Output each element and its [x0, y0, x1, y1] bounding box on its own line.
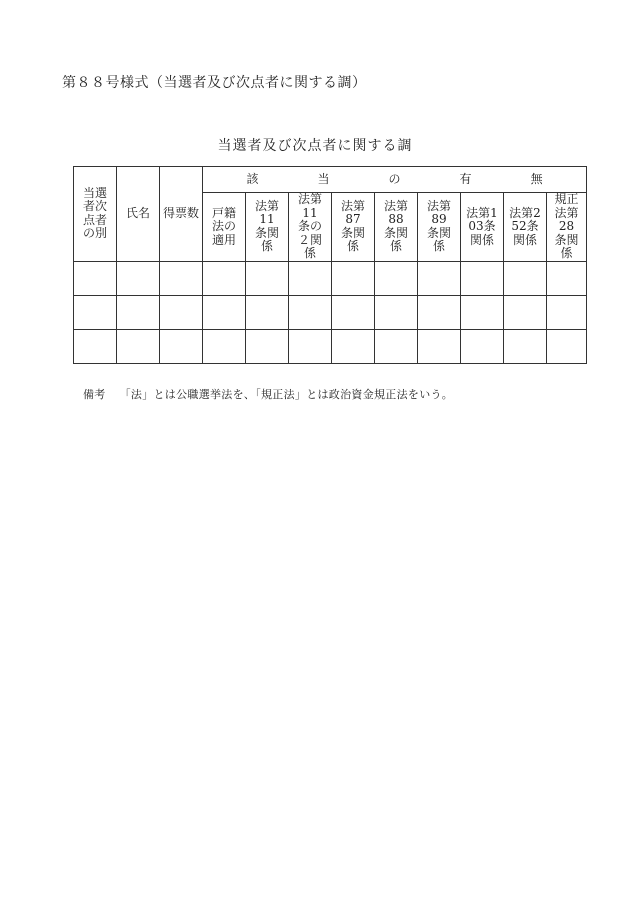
table-cell[interactable] — [461, 261, 504, 295]
header-art11: 法第11条関係 — [246, 193, 289, 262]
table-cell[interactable] — [418, 329, 461, 363]
table-cell[interactable] — [289, 261, 332, 295]
form-number: 第８８号様式（当選者及び次点者に関する調） — [62, 75, 367, 91]
table-row — [74, 261, 587, 295]
header-art11-2: 法第11条の２関係 — [289, 193, 332, 262]
table-cell[interactable] — [117, 329, 160, 363]
document-title: 当選者及び次点者に関する調 — [217, 138, 413, 154]
header-art89: 法第89条関係 — [418, 193, 461, 262]
table-row — [74, 295, 587, 329]
table-cell[interactable] — [74, 329, 117, 363]
header-votes: 得票数 — [160, 167, 203, 262]
table-cell[interactable] — [160, 261, 203, 295]
table-cell[interactable] — [203, 261, 246, 295]
header-applicability: 該 当 の 有 無 — [203, 167, 587, 193]
table-cell[interactable] — [504, 261, 547, 295]
table-cell[interactable] — [375, 261, 418, 295]
header-art88: 法第88条関係 — [375, 193, 418, 262]
table-cell[interactable] — [74, 295, 117, 329]
table-cell[interactable] — [547, 329, 587, 363]
header-name: 氏名 — [117, 167, 160, 262]
table-cell[interactable] — [289, 295, 332, 329]
survey-table — [73, 166, 587, 364]
remarks — [83, 386, 453, 402]
table-cell[interactable] — [246, 329, 289, 363]
header-classification: 当選者次点者の別 — [74, 167, 117, 262]
table-cell[interactable] — [375, 295, 418, 329]
table-cell[interactable] — [117, 295, 160, 329]
table-cell[interactable] — [246, 295, 289, 329]
table-cell[interactable] — [504, 329, 547, 363]
remarks-label: 備考 — [83, 388, 106, 401]
table-cell[interactable] — [547, 261, 587, 295]
table-cell[interactable] — [160, 329, 203, 363]
header-art87: 法第87条関係 — [332, 193, 375, 262]
table-cell[interactable] — [418, 295, 461, 329]
table-cell[interactable] — [160, 295, 203, 329]
table-cell[interactable] — [504, 295, 547, 329]
table-cell[interactable] — [332, 295, 375, 329]
table-cell[interactable] — [461, 329, 504, 363]
remarks-text: 「法」とは公職選挙法を、「規正法」とは政治資金規正法をいう。 — [119, 388, 454, 401]
table-cell[interactable] — [74, 261, 117, 295]
table-cell[interactable] — [418, 261, 461, 295]
table-cell[interactable] — [547, 295, 587, 329]
table-cell[interactable] — [117, 261, 160, 295]
table-cell[interactable] — [246, 261, 289, 295]
table-row — [74, 329, 587, 363]
header-regulation-art28: 規正法第28条関係 — [547, 193, 587, 262]
table-cell[interactable] — [461, 295, 504, 329]
header-art103: 法第103条関係 — [461, 193, 504, 262]
table-cell[interactable] — [332, 261, 375, 295]
header-koseki: 戸籍法の適用 — [203, 193, 246, 262]
table-cell[interactable] — [289, 329, 332, 363]
table-cell[interactable] — [203, 295, 246, 329]
header-art252: 法第252条関係 — [504, 193, 547, 262]
table-cell[interactable] — [375, 329, 418, 363]
table-cell[interactable] — [332, 329, 375, 363]
table-cell[interactable] — [203, 329, 246, 363]
